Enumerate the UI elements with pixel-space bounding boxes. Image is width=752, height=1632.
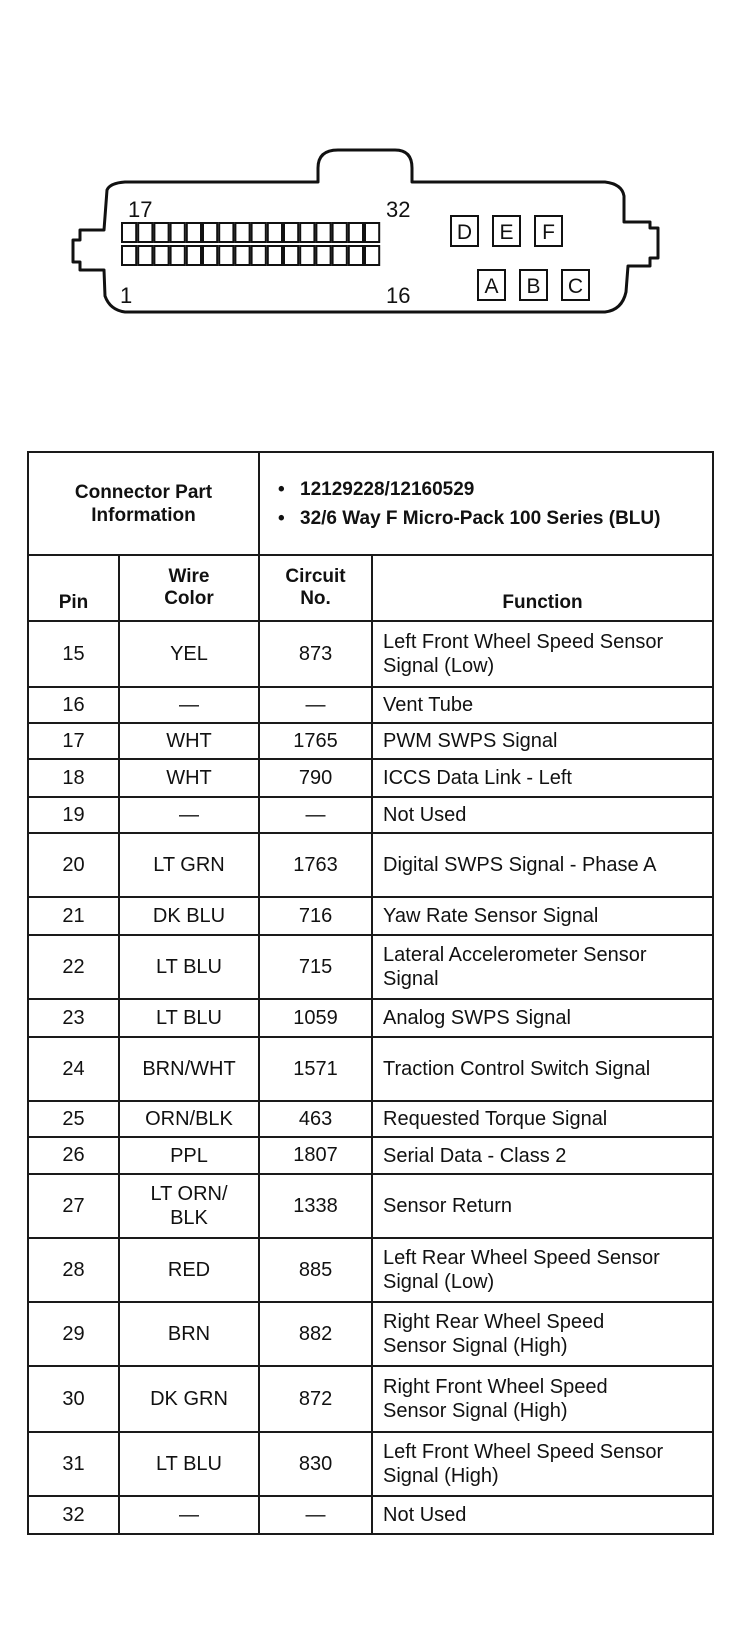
wire-color-cell [119,1238,259,1302]
pin-cell [28,1302,119,1366]
function-cell-text: PWM SWPS Signal [383,730,558,752]
pin-cavity-bottom [138,246,152,265]
pin-label-1: 1 [120,283,133,308]
table-row [28,897,713,935]
pin-cell [28,1238,119,1302]
part-number-text: 12129228/12160529 [300,478,475,500]
pin-cavity-bottom [235,246,249,265]
table-row [28,1496,713,1534]
function-cell-text: Serial Data - Class 2 [383,1144,567,1167]
svg-text:F: F [542,221,555,244]
cavity-C [562,270,589,300]
pin-cell-text: 22 [62,955,85,978]
wire-color-cell [119,833,259,897]
function-cell-text: Not Used [383,804,467,826]
wire-color-cell-text: RED [167,1259,211,1281]
pin-cell [28,1496,119,1534]
function-cell-text: Left Front Wheel Speed Sensor Signal (High) [383,1441,664,1487]
function-cell [372,1174,713,1238]
pin-cavity-top [365,223,379,242]
table-row [28,833,713,897]
wire-color-cell [119,1366,259,1432]
pin-cell-text: 20 [62,853,85,876]
pin-cell-text: 15 [62,642,85,665]
part-number-item [278,478,712,501]
circuit-cell-text: 830 [298,1452,333,1475]
wire-color-cell [119,1137,259,1174]
pin-cavity-bottom [316,246,330,265]
svg-text:B: B [526,275,541,298]
table-row [28,1238,713,1302]
pin-cavity-top [203,223,217,242]
function-cell [372,1302,713,1366]
header-pin: Pin [28,555,119,621]
table-row [28,759,713,797]
circuit-cell-text: 1765 [293,729,338,752]
pin-cavity-top [154,223,168,242]
pin-cavity-top [316,223,330,242]
wire-color-cell [119,1101,259,1137]
wire-color-cell-text: YEL [170,643,208,665]
pin-cell-text: 31 [62,1452,85,1475]
pin-cell [28,621,119,687]
function-cell-text: Digital SWPS Signal - Phase A [383,854,657,876]
function-cell [372,999,713,1037]
pin-cavity-top [252,223,266,242]
wire-color-cell [119,935,259,999]
function-cell-text: Right Rear Wheel Speed Sensor Signal (High) [383,1311,605,1357]
connector-type-text: 32/6 Way F Micro-Pack 100 Series (BLU) [300,507,661,529]
svg-text:A: A [484,275,499,298]
pin-cell [28,687,119,723]
function-cell-text: Not Used [383,1504,467,1526]
circuit-cell-text: — [305,1503,326,1526]
function-cell [372,897,713,935]
wire-color-cell-text: WHT [166,767,212,789]
wire-color-cell-text: LT ORN/ BLK [150,1183,228,1229]
table-row [28,999,713,1037]
circuit-cell [259,1037,372,1101]
pin-cell-text: 23 [62,1006,85,1029]
pin-label-32: 32 [386,197,411,222]
table-row [28,1302,713,1366]
pin-cell-text: 29 [62,1322,85,1345]
wire-color-cell-text: LT GRN [153,854,225,876]
pin-cavity-bottom [187,246,201,265]
circuit-cell-text: — [305,693,326,716]
pin-cell-text: 17 [62,729,85,752]
pin-cavity-top [268,223,282,242]
wire-color-cell [119,797,259,833]
function-cell-text: ICCS Data Link - Left [383,767,572,789]
function-cell-text: Right Front Wheel Speed Sensor Signal (High) [383,1376,608,1422]
wire-color-cell-text: — [179,694,199,716]
table-row [28,723,713,759]
cavity-A [478,270,505,300]
function-cell-text: Yaw Rate Sensor Signal [383,905,599,927]
circuit-cell [259,897,372,935]
pin-cavity-bottom [300,246,314,265]
pin-cell [28,897,119,935]
function-cell [372,621,713,687]
circuit-cell-text: 715 [298,955,333,978]
part-info-row [28,452,713,555]
function-cell [372,1137,713,1174]
header-function: Function [372,555,713,621]
circuit-cell-text: 1571 [293,1057,338,1080]
circuit-cell-text: 716 [298,904,333,927]
svg-text:C: C [567,275,584,298]
wire-color-cell [119,1037,259,1101]
pin-cavity-top [187,223,201,242]
circuit-cell [259,797,372,833]
pin-cell [28,833,119,897]
pin-cavity-bottom [171,246,185,265]
pin-cell-text: 19 [62,803,85,826]
table-row [28,1137,713,1174]
bullet-dot: • [278,478,285,500]
pin-cell-text: 27 [62,1194,85,1217]
function-cell-text: Sensor Return [383,1195,512,1217]
circuit-cell [259,621,372,687]
pin-cavity-bottom [284,246,298,265]
pin-cell [28,1432,119,1496]
circuit-cell [259,1174,372,1238]
circuit-cell [259,1432,372,1496]
header-circuit-no: Circuit No. [259,555,372,621]
svg-text:E: E [499,221,514,244]
function-cell [372,1496,713,1534]
wire-color-cell-text: BRN/WHT [142,1058,236,1080]
pin-cell-text: 24 [62,1057,85,1080]
wire-color-cell-text: DK GRN [150,1388,228,1410]
circuit-cell [259,759,372,797]
function-cell-text: Left Front Wheel Speed Sensor Signal (Low) [383,631,664,677]
function-cell [372,759,713,797]
wire-color-cell [119,999,259,1037]
pin-cell-text: 25 [62,1107,85,1130]
pin-cell [28,1366,119,1432]
pin-cavity-top [300,223,314,242]
pin-cavity-bottom [268,246,282,265]
circuit-cell [259,1366,372,1432]
function-cell-text: Analog SWPS Signal [383,1007,571,1029]
wire-color-cell [119,687,259,723]
wire-color-cell [119,759,259,797]
wire-color-cell-text: PPL [170,1144,208,1167]
table-row [28,1432,713,1496]
function-cell [372,1101,713,1137]
table-row [28,1174,713,1238]
table-row [28,1037,713,1101]
connector-type-item [278,507,712,530]
circuit-cell-text: 1807 [293,1144,338,1166]
circuit-cell [259,1238,372,1302]
wire-color-cell-text: BRN [167,1323,211,1345]
pin-label-17: 17 [128,197,153,222]
pin-cavity-top [122,223,136,242]
part-info-list [259,452,713,555]
pin-cavity-bottom [349,246,363,265]
pin-cell-text: 32 [62,1503,85,1526]
cavity-E [493,216,520,246]
function-cell [372,935,713,999]
wire-color-cell-text: LT BLU [156,1007,222,1029]
column-header-row [28,555,713,621]
connector-face-drawing [0,0,752,360]
pin-cell [28,759,119,797]
function-cell [372,833,713,897]
pin-cell-text: 30 [62,1387,85,1410]
pin-cell [28,999,119,1037]
circuit-cell [259,935,372,999]
wire-color-cell-text: — [179,1504,199,1526]
part-info-label: Connector Part Information [28,452,259,555]
function-cell-text: Lateral Accelerometer Sensor Signal [383,944,647,990]
connector-pinout-table [27,451,714,1535]
cavity-F [535,216,562,246]
circuit-cell-text: 885 [298,1258,333,1281]
circuit-cell [259,723,372,759]
table-row [28,1101,713,1137]
bullet-dot: • [278,507,285,529]
circuit-cell-text: 873 [298,642,333,665]
pin-cavity-top [284,223,298,242]
table-row [28,797,713,833]
pin-cell [28,1037,119,1101]
circuit-cell [259,999,372,1037]
header-wire-color: Wire Color [119,555,259,621]
pin-cavity-top [171,223,185,242]
pin-cavity-bottom [252,246,266,265]
pin-cavity-bottom [219,246,233,265]
function-cell [372,723,713,759]
pin-cavity-bottom [365,246,379,265]
function-cell [372,797,713,833]
function-cell [372,1238,713,1302]
pin-cell [28,1101,119,1137]
pin-cavity-top [138,223,152,242]
pin-cell [28,797,119,833]
wire-color-cell [119,1432,259,1496]
wire-color-cell-text: LT BLU [156,1453,222,1475]
wire-color-cell-text: WHT [166,730,212,752]
cavity-B [520,270,547,300]
function-cell-text: Requested Torque Signal [383,1108,608,1130]
pin-cavity-top [219,223,233,242]
circuit-cell [259,1137,372,1174]
pin-cavity-top [349,223,363,242]
wire-color-cell [119,1496,259,1534]
circuit-cell-text: 1338 [293,1194,338,1217]
function-cell [372,1366,713,1432]
pin-cavity-top [235,223,249,242]
pin-cavity-bottom [203,246,217,265]
svg-text:D: D [456,221,473,244]
connector-diagram [0,0,752,360]
pin-cavity-bottom [122,246,136,265]
pin-cavity-bottom [154,246,168,265]
pin-cell-text: 26 [62,1144,85,1166]
function-cell-text: Left Rear Wheel Speed Sensor Signal (Low) [383,1247,660,1293]
circuit-cell [259,833,372,897]
pin-cell [28,1137,119,1174]
pin-cell-text: 21 [62,904,85,927]
pin-cell-text: 18 [62,766,85,789]
function-cell-text: Traction Control Switch Signal [383,1058,651,1080]
pin-cell [28,723,119,759]
function-cell-text: Vent Tube [383,694,474,716]
table-row [28,1366,713,1432]
wire-color-cell [119,897,259,935]
circuit-cell-text: 790 [298,766,333,789]
circuit-cell [259,687,372,723]
pin-cavity-top [333,223,347,242]
wire-color-cell-text: DK BLU [152,905,226,927]
pin-cell-text: 16 [62,693,85,716]
circuit-cell-text: 882 [298,1322,333,1345]
circuit-cell-text: 1763 [293,853,338,876]
wire-color-cell [119,1302,259,1366]
circuit-cell [259,1496,372,1534]
wire-color-cell-text: ORN/BLK [145,1108,233,1130]
wire-color-cell-text: — [179,804,199,826]
pin-label-16: 16 [386,283,411,308]
wire-color-cell [119,723,259,759]
pin-cavity-bottom [333,246,347,265]
circuit-cell [259,1302,372,1366]
function-cell [372,687,713,723]
circuit-cell-text: 463 [298,1107,333,1130]
function-cell [372,1037,713,1101]
pin-grid [122,223,379,265]
circuit-cell-text: 1059 [293,1006,338,1029]
wire-color-cell [119,621,259,687]
pin-cell [28,1174,119,1238]
pin-cell [28,935,119,999]
pin-cell-text: 28 [62,1258,85,1281]
function-cell [372,1432,713,1496]
table-row [28,621,713,687]
table-row [28,687,713,723]
circuit-cell [259,1101,372,1137]
table-row [28,935,713,999]
circuit-cell-text: — [305,803,326,826]
wire-color-cell [119,1174,259,1238]
wire-color-cell-text: LT BLU [156,956,222,978]
cavity-D [451,216,478,246]
circuit-cell-text: 872 [298,1387,333,1410]
